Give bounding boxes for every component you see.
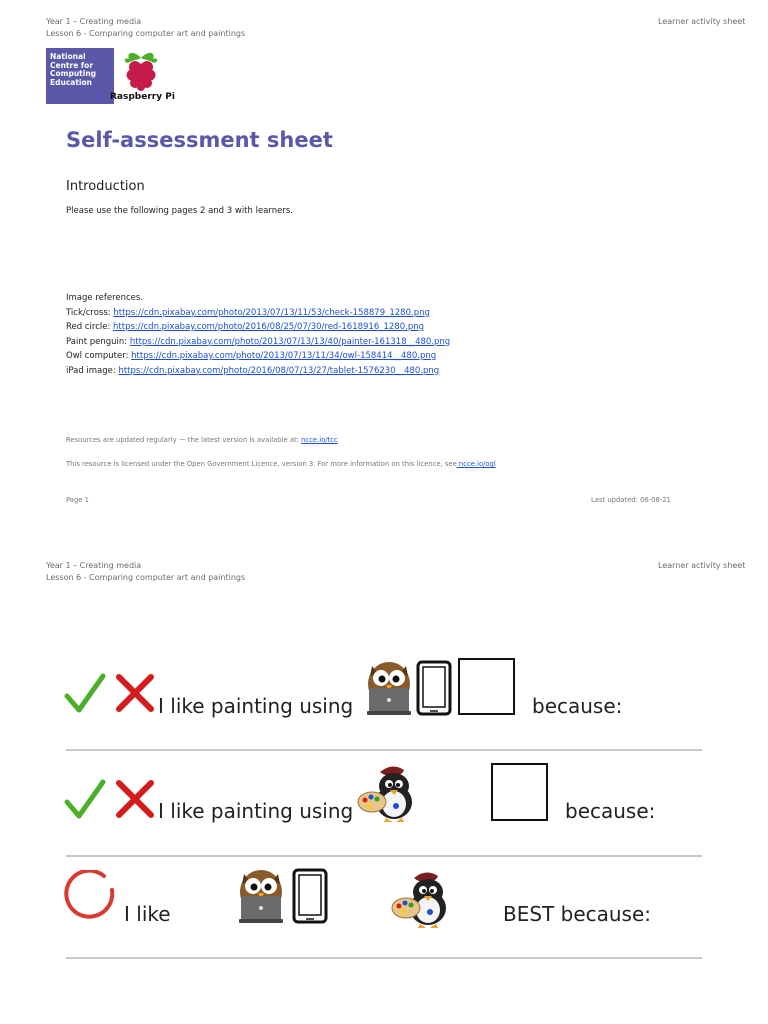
header-lesson: Lesson 6 - Comparing computer art and paintings — [46, 29, 246, 38]
raspberry-pi-icon — [120, 48, 162, 92]
image-ref-row: Owl computer: https://cdn.pixabay.com/photo/2013/07/13/11/34/owl-158414__480.png — [66, 351, 437, 361]
page-title: Self-assessment sheet — [66, 128, 333, 152]
cross-icon[interactable] — [114, 778, 156, 820]
header-lesson: Lesson 6 - Comparing computer art and paintings — [46, 573, 246, 582]
row3-because: BEST because: — [503, 902, 652, 926]
licence-link[interactable]: ncce.io/ogl — [456, 460, 496, 468]
writing-line[interactable] — [66, 957, 702, 959]
licence-note: This resource is licensed under the Open Government Licence, version 3. For more information on this licence, see ncce.io/ogl — [66, 460, 496, 468]
cross-icon[interactable] — [114, 672, 156, 714]
penguin-painter-icon[interactable] — [356, 762, 420, 822]
tick-icon[interactable] — [64, 778, 106, 822]
resources-note: Resources are updated regularly — the latest version is available at: ncce.io/tcc — [66, 436, 338, 444]
row2-prompt: I like painting using — [158, 799, 354, 823]
intro-heading: Introduction — [66, 179, 145, 194]
red-circle-icon[interactable] — [64, 870, 120, 924]
resources-link[interactable]: ncce.io/tcc — [301, 436, 338, 444]
row1-prompt: I like painting using — [158, 694, 354, 718]
image-ref-link[interactable]: https://cdn.pixabay.com/photo/2013/07/13/11/53/check-158879_1280.png — [113, 307, 430, 318]
header-activity-sheet: Learner activity sheet — [658, 561, 746, 570]
image-ref-link[interactable]: https://cdn.pixabay.com/photo/2013/07/13/11/34/owl-158414__480.png — [131, 351, 437, 361]
row3-prompt: I like — [124, 902, 171, 926]
row2-because: because: — [565, 799, 656, 823]
image-references — [66, 291, 450, 378]
image-ref-link[interactable]: https://cdn.pixabay.com/photo/2016/08/07/13/27/tablet-1576230__480.png — [118, 365, 440, 376]
header-year: Year 1 – Creating media — [46, 561, 142, 570]
answer-box[interactable] — [491, 763, 548, 821]
answer-box[interactable] — [458, 658, 515, 715]
raspberry-pi-wordmark: Raspberry Pi — [110, 92, 175, 102]
page-number: Page 1 — [66, 496, 89, 504]
header-year: Year 1 – Creating media — [46, 17, 142, 26]
penguin-painter-icon[interactable] — [390, 868, 454, 928]
writing-line[interactable] — [66, 749, 702, 751]
tablet-icon[interactable] — [292, 868, 328, 924]
image-ref-link[interactable]: https://cdn.pixabay.com/photo/2013/07/13/13/40/painter-161318__480.png — [129, 336, 451, 347]
image-ref-row: iPad image: https://cdn.pixabay.com/photo/2016/08/07/13/27/tablet-1576230__480.png — [66, 365, 440, 376]
image-ref-link[interactable]: https://cdn.pixabay.com/photo/2016/08/25/07/30/red-1618916_1280.png — [113, 322, 425, 332]
owl-computer-icon[interactable] — [364, 658, 414, 716]
owl-computer-icon[interactable] — [236, 866, 286, 924]
writing-line[interactable] — [66, 855, 702, 857]
row1-because: because: — [532, 694, 623, 718]
image-ref-row: Red circle: https://cdn.pixabay.com/photo/2016/08/25/07/30/red-1618916_1280.png — [66, 322, 425, 332]
image-ref-row: Tick/cross: https://cdn.pixabay.com/photo/2013/07/13/11/53/check-158879_1280.png — [66, 307, 430, 318]
ncce-logo: National Centre for Computing Education — [46, 48, 114, 104]
intro-text: Please use the following pages 2 and 3 with learners. — [66, 206, 293, 216]
tablet-icon[interactable] — [416, 660, 452, 716]
last-updated: Last updated: 06-08-21 — [591, 496, 671, 504]
image-ref-row: Paint penguin: https://cdn.pixabay.com/photo/2013/07/13/13/40/painter-161318__480.png — [66, 336, 451, 347]
image-references-heading: Image references. — [66, 293, 144, 303]
header-activity-sheet: Learner activity sheet — [658, 17, 746, 26]
tick-icon[interactable] — [64, 672, 106, 716]
